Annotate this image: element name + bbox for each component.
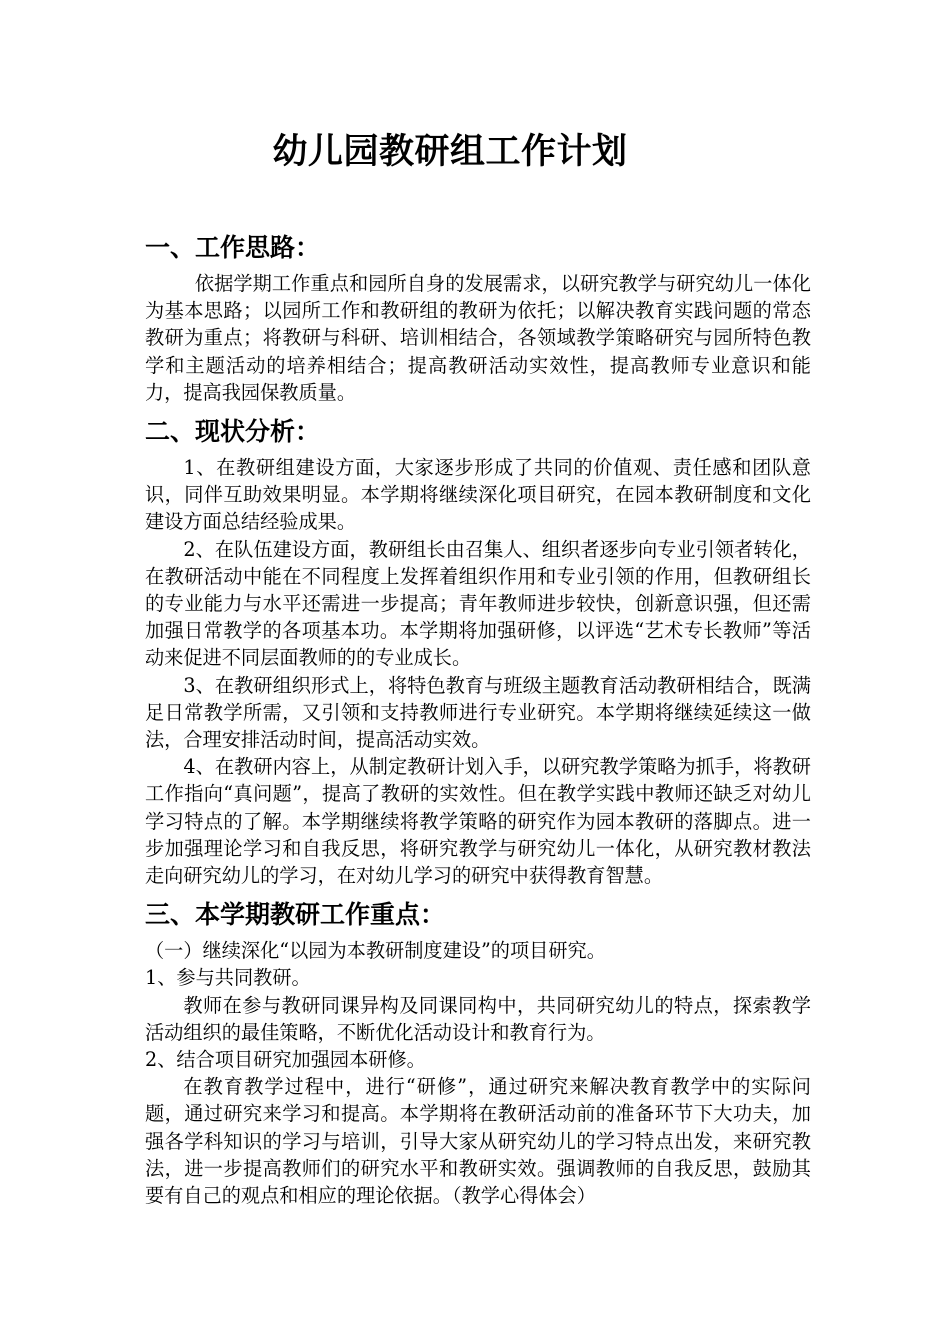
section-key-tasks xyxy=(145,893,811,1209)
paragraph: 1、在教研组建设方面，大家逐步形成了共同的价值观、责任感和团队意识，同伴互助效果明显。本学期将继续深化项目研究，在园本教研制度和文化建设方面总结经验成果。 xyxy=(145,456,811,534)
section-work-approach xyxy=(145,226,811,406)
document-title: 幼儿园教研组工作计划 xyxy=(272,132,628,172)
section-heading: 一、工作思路： xyxy=(145,233,321,262)
paragraph: 3、在教研组织形式上，将特色教育与班级主题教育活动教研相结合，既满足日常教学所需，又引领和支持教师进行专业研究。本学期将继续延续这一做法，合理安排活动时间，提高活动实效。 xyxy=(145,673,811,752)
paragraph: 在教育教学过程中，进行“研修”，通过研究来解决教育教学中的实际问题，通过研究来学习和提高。本学期将在教研活动前的准备环节下大功夫，加强各学科知识的学习与培训，引导大家从研究幼儿的学习特点出发，来研究教法，进一步提高教师们的研究水平和教研实效。强调教师的自我反思，鼓励其要有自己的观点和相应的理论依据。（教学心得体会） xyxy=(145,1075,811,1208)
section-status-analysis xyxy=(145,410,811,889)
list-item-heading: 2、结合项目研究加强园本研修。 xyxy=(145,1048,426,1072)
paragraph: 2、在队伍建设方面，教研组长由召集人、组织者逐步向专业引领者转化，在教研活动中能在不同程度上发挥着组织作用和专业引领的作用，但教研组长的专业能力与水平还需进一步提高；青年教师进步较快，创新意识强，但还需加强日常教学的各项基本功。本学期将加强研修，以评选“艺术专长教师”等活动来促进不同层面教师的的专业成长。 xyxy=(145,537,811,670)
section-heading: 二、现状分析： xyxy=(145,417,321,447)
section-heading: 三、本学期教研工作重点： xyxy=(145,900,446,930)
paragraph: 教师在参与教研同课异构及同课同构中，共同研究幼儿的特点，探索教学活动组织的最佳策略，不断优化活动设计和教育行为。 xyxy=(145,993,811,1044)
list-item-heading: 1、参与共同教研。 xyxy=(145,966,311,990)
paragraph: 依据学期工作重点和园所自身的发展需求，以研究教学与研究幼儿一体化为基本思路；以园所工作和教研组的教研为依托；以解决教育实践问题的常态教研为重点；将教研与科研、培训相结合，各领域教学策略研究与园所特色教学和主题活动的培养相结合；提高教研活动实效性，提高教师专业意识和能力，提高我园保教质量。 xyxy=(145,272,811,404)
paragraph: 4、在教研内容上，从制定教研计划入手，以研究教学策略为抓手，将教研工作指向“真问题”，提高了教研的实效性。但在教学实践中教师还缺乏对幼儿学习特点的了解。本学期继续将教学策略的研究作为园本教研的落脚点。进一步加强理论学习和自我反思，将研究教学与研究幼儿一体化，从研究教材教法走向研究幼儿的学习，在对幼儿学习的研究中获得教育智慧。 xyxy=(145,755,811,888)
document-body xyxy=(145,226,811,1209)
subsection-heading: （一）继续深化“以园为本教研制度建设”的项目研究。 xyxy=(145,939,606,963)
